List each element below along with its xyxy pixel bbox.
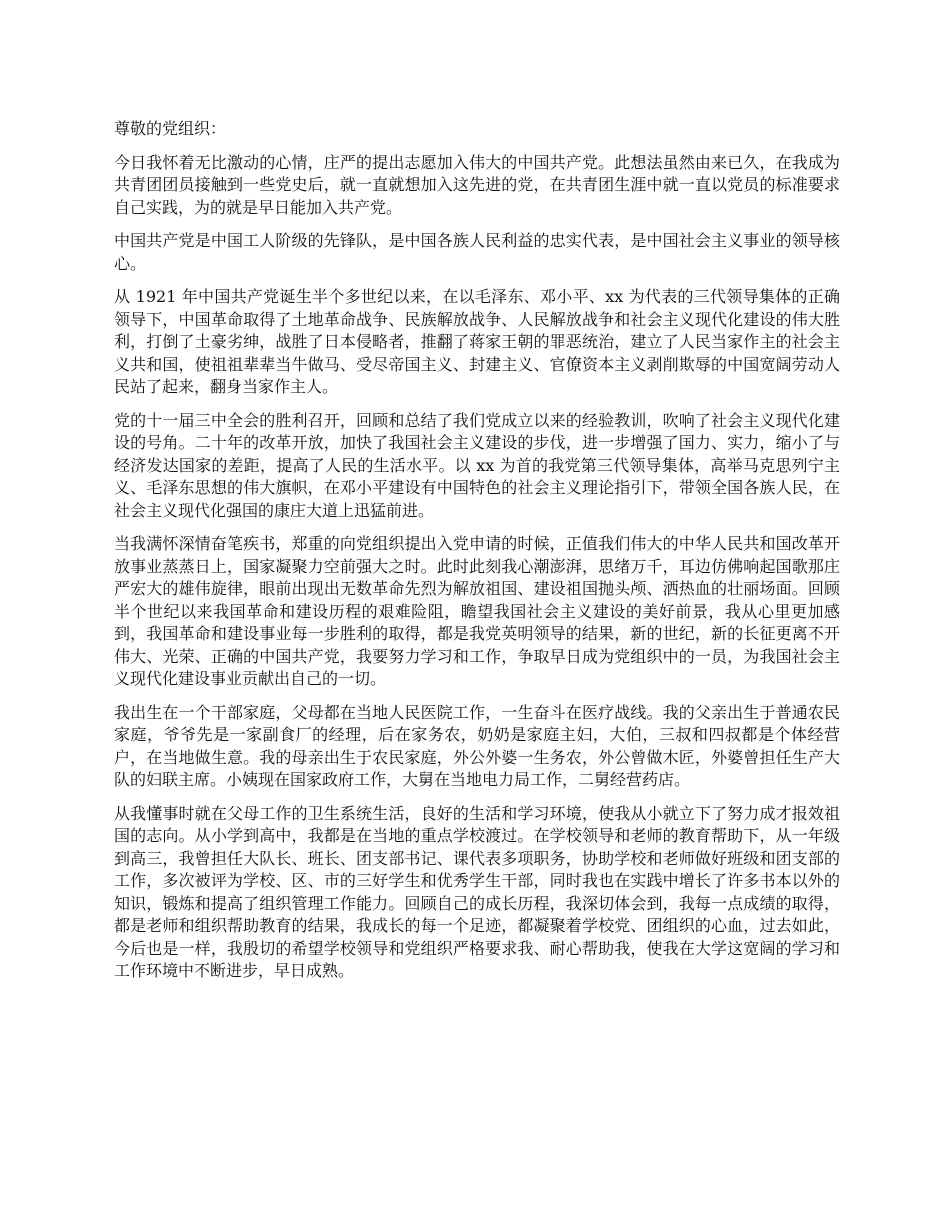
salutation: 尊敬的党组织： xyxy=(114,119,227,138)
paragraph-6: 我出生在一个干部家庭，父母都在当地人民医院工作，一生奋斗在医疗战线。我的父亲出生于普通农民家庭，爷爷先是一家副食厂的经理，后在家务农，奶奶是家庭主妇，大伯，三叔和四叔都是个体经营户，在当地做生意。我的母亲出生于农民家庭，外公外婆一生务农，外公曾做木匠，外婆曾担任生产大队的妇联主席。小姨现在国家政府工作，大舅在当地电力局工作，二舅经营药店。 xyxy=(114,702,840,789)
paragraph-2: 中国共产党是中国工人阶级的先锋队，是中国各族人民利益的忠实代表，是中国社会主义事业的领导核心。 xyxy=(114,231,840,273)
document-page xyxy=(114,118,840,994)
paragraph-7: 从我懂事时就在父母工作的卫生系统生活，良好的生活和学习环境，使我从小就立下了努力成才报效祖国的志向。从小学到高中，我都是在当地的重点学校渡过。在学校领导和老师的教育帮助下，从一年级到高三，我曾担任大队长、班长、团支部书记、课代表多项职务，协助学校和老师做好班级和团支部的工作，多次被评为学校、区、市的三好学生和优秀学生干部，同时我也在实践中增长了许多书本以外的知识，锻炼和提高了组织管理工作能力。回顾自己的成长历程，我深切体会到，我每一点成绩的取得，都是老师和组织帮助教育的结果，我成长的每一个足迹，都凝聚着学校党、团组织的心血，过去如此，今后也是一样，我殷切的希望学校领导和党组织严格要求我、耐心帮助我，使我在大学这宽阔的学习和工作环境中不断进步，早日成熟。 xyxy=(114,803,840,980)
paragraph-3: 从 1921 年中国共产党诞生半个多世纪以来，在以毛泽东、邓小平、xx 为代表的三代领导集体的正确领导下，中国革命取得了土地革命战争、民族解放战争、人民解放战争和社会主义现代化建设的伟大胜利，打倒了土豪劣绅，战胜了日本侵略者，推翻了蒋家王朝的罪恶统治，建立了人民当家作主的社会主义共和国，使祖祖辈辈当牛做马、受尽帝国主义、封建主义、官僚资本主义剥削欺辱的中国宽阔劳动人民站了起来，翻身当家作主人。 xyxy=(114,287,840,396)
paragraph-5: 当我满怀深情奋笔疾书，郑重的向党组织提出入党申请的时候，正值我们伟大的中华人民共和国改革开放事业蒸蒸日上，国家凝聚力空前强大之时。此时此刻我心潮澎湃，思绪万千，耳边仿佛响起国歌那庄严宏大的雄伟旋律，眼前出现出无数革命先烈为解放祖国、建设祖国抛头颅、洒热血的壮丽场面。回顾半个世纪以来我国革命和建设历程的艰难险阻，瞻望我国社会主义建设的美好前景，我从心里更加感到，我国革命和建设事业每一步胜利的取得，都是我党英明领导的结果，新的世纪，新的长征更离不开伟大、光荣、正确的中国共产党，我要努力学习和工作，争取早日成为党组织中的一员，为我国社会主义现代化建设事业贡献出自己的一切。 xyxy=(114,534,840,688)
paragraph-1: 今日我怀着无比激动的心情，庄严的提出志愿加入伟大的中国共产党。此想法虽然由来已久，在我成为共青团团员接触到一些党史后，就一直就想加入这先进的党，在共青团生涯中就一直以党员的标准要求自己实践，为的就是早日能加入共产党。 xyxy=(114,152,840,217)
paragraph-4: 党的十一届三中全会的胜利召开，回顾和总结了我们党成立以来的经验教训，吹响了社会主义现代化建设的号角。二十年的改革开放，加快了我国社会主义建设的步伐，进一步增强了国力、实力，缩小了与经济发达国家的差距，提高了人民的生活水平。以 xx 为首的我党第三代领导集体，高举马克思列宁主义、毛泽东思想的伟大旗帜，在邓小平建设有中国特色的社会主义理论指引下，带领全国各族人民，在社会主义现代化强国的康庄大道上迅猛前进。 xyxy=(114,410,840,520)
